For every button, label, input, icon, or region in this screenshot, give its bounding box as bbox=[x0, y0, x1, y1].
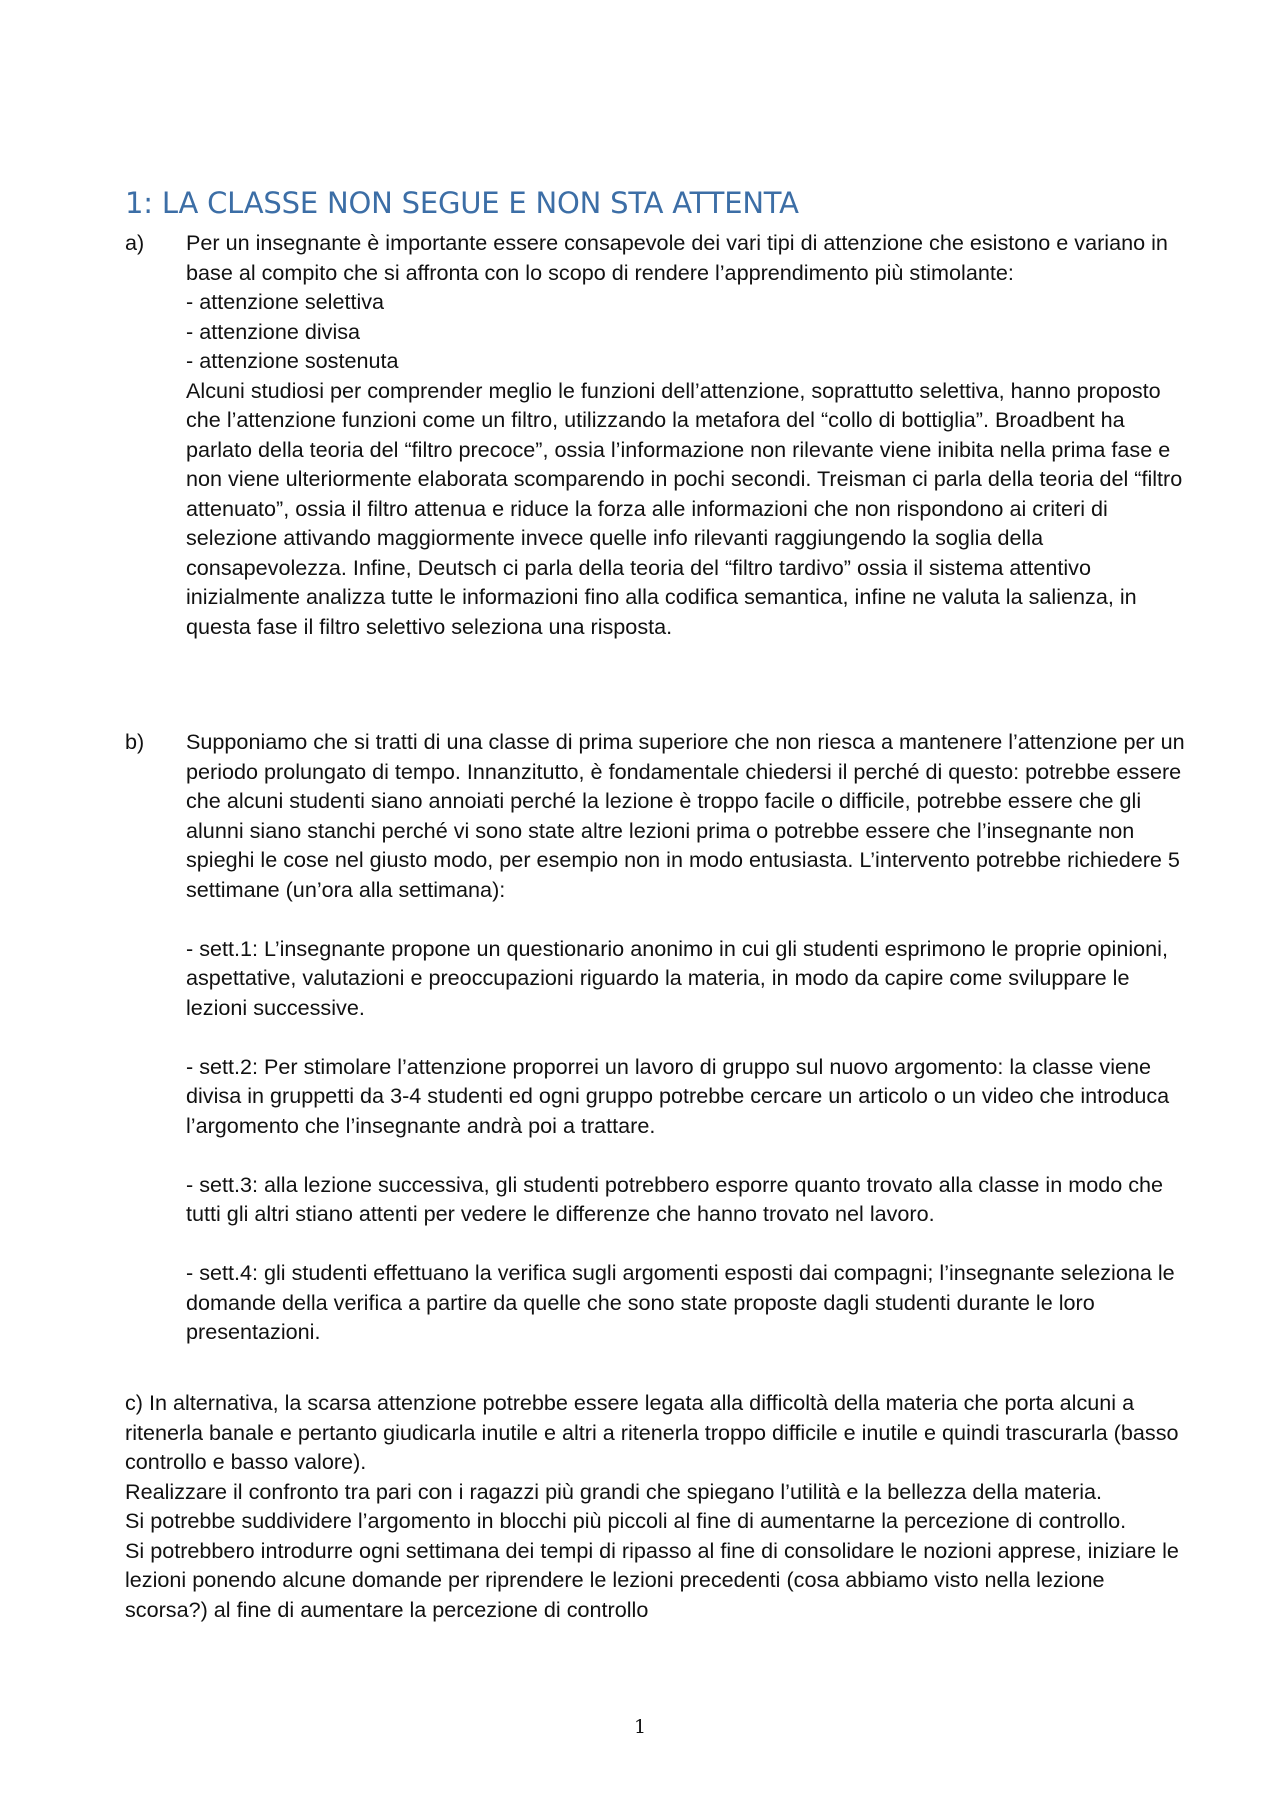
section-b-intro: Supponiamo che si tratti di una classe di prima superiore che non riesca a mantenere l’attenzione per un periodo prolungato di tempo. Innanzitutto, è fondamentale chiedersi il perché di questo: potrebbe essere che alcuni studenti siano annoiati perché la lezione è troppo facile o difficile, potrebbe essere che gli alunni siano stanchi perché vi sono state altre lezioni prima o potrebbe essere che l’insegnante non spieghi le cose nel giusto modo, per esempio non in modo entusiasta. L’intervento potrebbe richiedere 5 settimane (un’ora alla settimana): bbox=[186, 729, 1185, 902]
attention-type-item: - attenzione sostenuta bbox=[186, 348, 399, 373]
section-a-intro: Per un insegnante è importante essere consapevole dei vari tipi di attenzione che esistono e variano in base al compito che si affronta con lo scopo di rendere l’apprendimento più stimolante: bbox=[186, 230, 1168, 285]
week-item: - sett.3: alla lezione successiva, gli studenti potrebbero esporre quanto trovato alla classe in modo che tutti gli altri stiano attenti per vedere le differenze che hanno trovato nel lavoro. bbox=[186, 1171, 1164, 1226]
section-heading: 1: LA CLASSE NON SEGUE E NON STA ATTENTA bbox=[125, 186, 799, 220]
section-a-paragraph: Alcuni studiosi per comprender meglio le funzioni dell’attenzione, soprattutto selettiva, hanno proposto che l’attenzione funzioni come un filtro, utilizzando la metafora del “collo di bottiglia”. Broadbent ha parlato della teoria del “filtro precoce”, ossia l’informazione non rilevante viene inibita nella prima fase e non viene ulteriormente elaborata scomparendo in pochi secondi. Treisman ci parla della teoria del “filtro attenuato”, ossia il filtro attenua e riduce la forza alle informazioni che non rispondono ai criteri di selezione attivando maggiormente invece quelle info rilevanti raggiungendo la soglia della consapevolezza. Infine, Deutsch ci parla della teoria del “filtro tardivo” ossia il sistema attentivo inizialmente analizza tutte le informazioni fino alla codifica semantica, infine ne valuta la salienza, in questa fase il filtro selettivo seleziona una risposta. bbox=[186, 377, 1183, 639]
section-c bbox=[125, 1388, 1185, 1624]
attention-type-item: - attenzione divisa bbox=[186, 318, 361, 344]
section-c-paragraph: Si potrebbero introdurre ogni settimana dei tempi di ripasso al fine di consolidare le nozioni apprese, iniziare le lezioni ponendo alcune domande per riprendere le lezioni precedenti (cosa abbiamo visto nella lezione scorsa?) al fine di aumentare la percezione di controllo bbox=[125, 1537, 1179, 1622]
week-item: - sett.1: L’insegnante propone un questionario anonimo in cui gli studenti esprimono le proprie opinioni, aspettative, valutazioni e preoccupazioni riguardo la materia, in modo da capire come sviluppare le lezioni successive. bbox=[186, 935, 1168, 1020]
section-a bbox=[125, 228, 1185, 641]
section-b bbox=[125, 727, 1185, 1347]
week-item: - sett.2: Per stimolare l’attenzione proporrei un lavoro di gruppo sul nuovo argomento: la classe viene divisa in gruppetti da 3-4 studenti ed ogni gruppo potrebbe cercare un articolo o un video che introduca l’argomento che l’insegnante andrà poi a trattare. bbox=[186, 1053, 1170, 1138]
section-a-label: a) bbox=[125, 230, 145, 255]
attention-type-item: - attenzione selettiva bbox=[186, 289, 385, 314]
section-c-paragraph: c) In alternativa, la scarsa attenzione potrebbe essere legata alla difficoltà della materia che porta alcuni a ritenerla banale e pertanto giudicarla inutile e altri a ritenerla troppo difficile e inutile e quindi trascurarla (basso controllo e basso valore). bbox=[125, 1390, 1179, 1474]
page-number: 1 bbox=[633, 1716, 647, 1738]
section-c-paragraph: Si potrebbe suddividere l’argomento in blocchi più piccoli al fine di aumentarne la percezione di controllo. bbox=[125, 1508, 1127, 1533]
section-b-label: b) bbox=[125, 729, 145, 754]
section-c-paragraph: Realizzare il confronto tra pari con i ragazzi più grandi che spiegano l’utilità e la bellezza della materia. bbox=[125, 1478, 1103, 1504]
week-item: - sett.4: gli studenti effettuano la verifica sugli argomenti esposti dai compagni; l’insegnante seleziona le domande della verifica a partire da quelle che sono state proposte dagli studenti durante le loro presentazioni. bbox=[186, 1260, 1175, 1344]
